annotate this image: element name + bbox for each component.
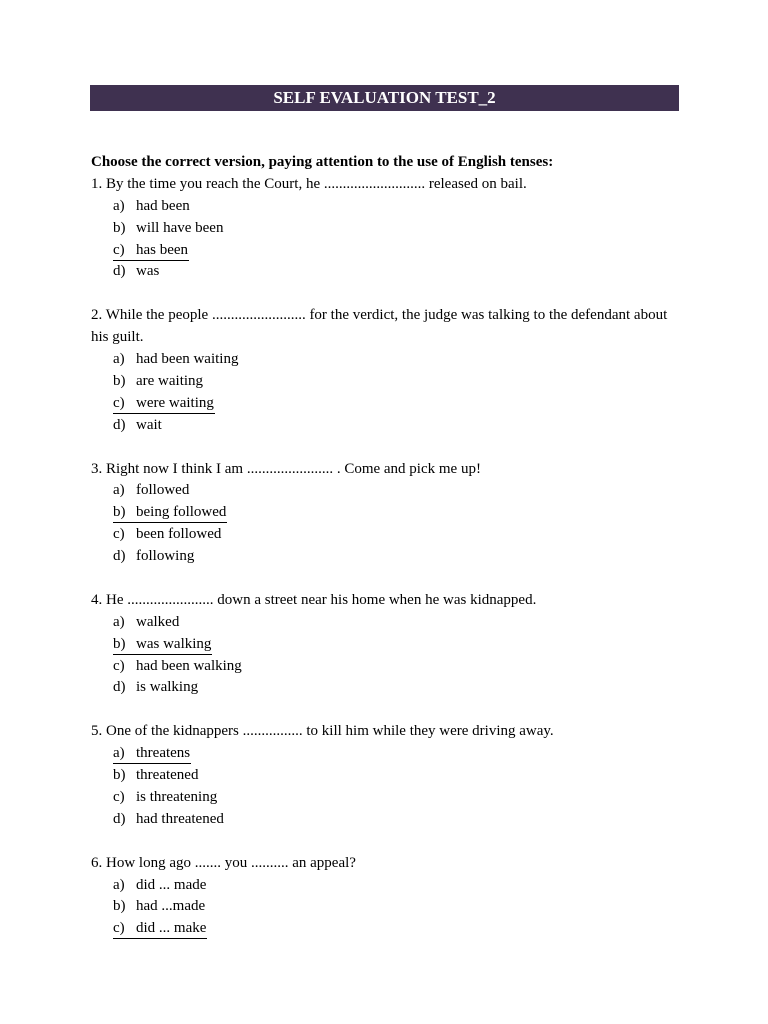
option-letter: d) [113, 263, 126, 280]
option-text: is threatening [136, 788, 218, 805]
option-wrapper [113, 196, 191, 218]
option-item [91, 787, 681, 809]
option-wrapper [113, 415, 163, 437]
option-item [91, 809, 681, 831]
option-text: threatened [136, 767, 199, 784]
option-wrapper [113, 677, 199, 699]
option-letter: d) [113, 810, 126, 827]
option-item [91, 349, 681, 371]
option-item [91, 875, 681, 897]
option-item [91, 218, 681, 240]
option-letter: b) [113, 372, 126, 389]
option-text: followed [136, 482, 190, 499]
option-wrapper [113, 349, 239, 371]
question-text: 2. While the people ......................... for the verdict, the judge was talking to the defendant about his guilt. [91, 307, 668, 346]
question-text: 6. How long ago ....... you .......... an appeal? [91, 854, 356, 871]
option-letter: a) [113, 197, 125, 214]
option-letter: c) [113, 920, 125, 937]
option-item-correct [91, 918, 681, 940]
question-text: 1. By the time you reach the Court, he ........................... released on bail. [91, 175, 527, 192]
option-wrapper [113, 875, 207, 897]
option-wrapper [113, 635, 212, 655]
option-list [91, 612, 681, 700]
option-wrapper [113, 546, 195, 568]
option-text: had been walking [136, 657, 242, 674]
option-wrapper [113, 261, 160, 283]
option-wrapper [113, 765, 199, 787]
option-item [91, 480, 681, 502]
option-text: was [136, 263, 160, 280]
option-list [91, 743, 681, 831]
option-letter: b) [113, 504, 126, 521]
option-text: are waiting [136, 372, 204, 389]
option-wrapper [113, 524, 222, 546]
option-list [91, 480, 681, 568]
option-letter: c) [113, 241, 125, 258]
option-wrapper [113, 503, 227, 523]
option-text: had been waiting [136, 351, 239, 368]
option-item [91, 371, 681, 393]
option-text: had ...made [136, 898, 206, 915]
option-wrapper [113, 371, 204, 393]
option-letter: d) [113, 416, 126, 433]
question-spacer [91, 437, 681, 459]
question-text: 3. Right now I think I am ....................... . Come and pick me up! [91, 460, 481, 477]
option-text: was walking [136, 635, 212, 652]
option-text: threatens [136, 745, 191, 762]
question-spacer [91, 283, 681, 305]
page-title: SELF EVALUATION TEST_2 [90, 85, 679, 111]
option-letter: c) [113, 788, 125, 805]
option-text: did ... made [136, 876, 207, 893]
option-item [91, 546, 681, 568]
option-item [91, 677, 681, 699]
option-wrapper [113, 218, 224, 240]
question-item [91, 459, 681, 568]
question-item [91, 853, 681, 941]
option-wrapper [113, 809, 225, 831]
option-list [91, 875, 681, 941]
option-item-correct [91, 240, 681, 262]
question-list [91, 174, 681, 940]
option-letter: b) [113, 219, 126, 236]
option-letter: a) [113, 351, 125, 368]
option-wrapper [113, 480, 190, 502]
instruction-text: Choose the correct version, paying attention to the use of English tenses: [91, 154, 554, 170]
question-item [91, 305, 681, 436]
option-item [91, 612, 681, 634]
option-item-correct [91, 393, 681, 415]
option-text: will have been [136, 219, 224, 236]
option-letter: c) [113, 526, 125, 543]
option-letter: c) [113, 657, 125, 674]
question-text: 5. One of the kidnappers ................ to kill him while they were driving away. [91, 723, 554, 740]
option-text: were waiting [136, 394, 214, 411]
option-item [91, 896, 681, 918]
option-item-correct [91, 634, 681, 656]
option-letter: a) [113, 482, 125, 499]
option-text: had threatened [136, 810, 224, 827]
option-wrapper [113, 394, 215, 414]
option-wrapper [113, 744, 191, 764]
option-letter: b) [113, 898, 126, 915]
option-wrapper [113, 896, 206, 918]
option-wrapper [113, 787, 218, 809]
option-letter: a) [113, 613, 125, 630]
option-text: did ... make [136, 920, 207, 937]
option-text: following [136, 548, 195, 565]
test-content [91, 152, 681, 940]
option-text: had been [136, 197, 190, 214]
option-letter: d) [113, 679, 126, 696]
option-list [91, 349, 681, 437]
option-wrapper [113, 241, 189, 261]
question-text: 4. He ....................... down a street near his home when he was kidnapped. [91, 591, 537, 608]
option-text: walked [136, 613, 180, 630]
option-item [91, 196, 681, 218]
option-item [91, 524, 681, 546]
option-letter: c) [113, 394, 125, 411]
option-item [91, 656, 681, 678]
option-wrapper [113, 612, 180, 634]
option-letter: d) [113, 548, 126, 565]
option-item-correct [91, 502, 681, 524]
option-text: is walking [136, 679, 199, 696]
option-text: has been [136, 241, 189, 258]
option-letter: b) [113, 767, 126, 784]
option-text: being followed [136, 504, 227, 521]
option-item [91, 415, 681, 437]
option-letter: b) [113, 635, 126, 652]
question-item [91, 174, 681, 283]
option-letter: a) [113, 876, 125, 893]
question-spacer [91, 831, 681, 853]
option-item-correct [91, 743, 681, 765]
option-wrapper [113, 656, 243, 678]
question-item [91, 590, 681, 699]
question-item [91, 721, 681, 830]
option-list [91, 196, 681, 284]
option-letter: a) [113, 745, 125, 762]
question-spacer [91, 699, 681, 721]
option-text: wait [136, 416, 162, 433]
option-item [91, 765, 681, 787]
option-text: been followed [136, 526, 222, 543]
option-wrapper [113, 919, 207, 939]
option-item [91, 261, 681, 283]
question-spacer [91, 568, 681, 590]
